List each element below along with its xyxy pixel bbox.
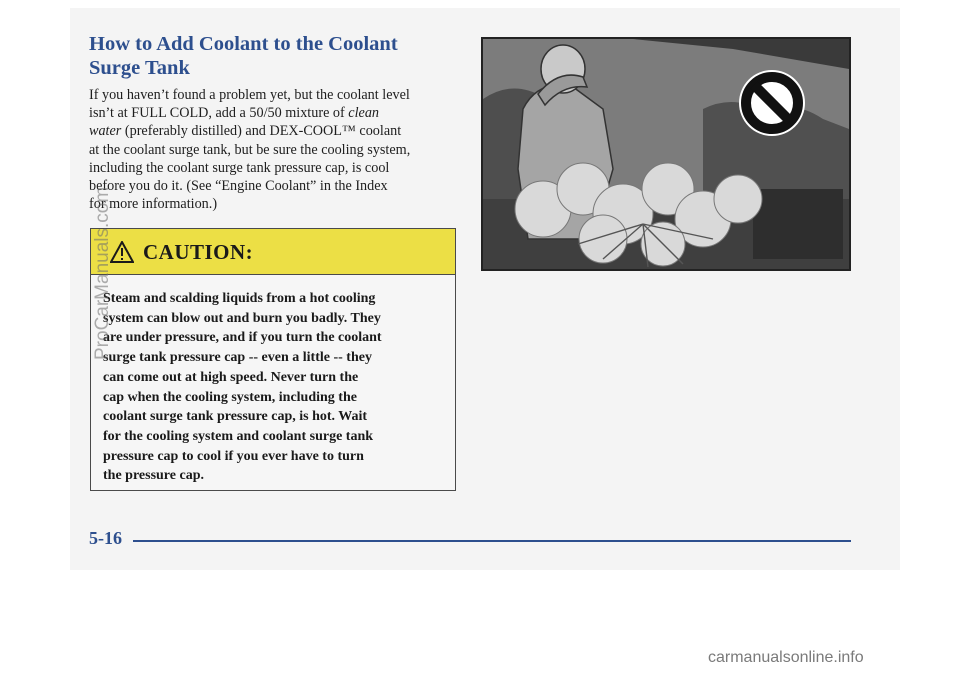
- body-paragraph: [89, 86, 461, 213]
- caution-line: Steam and scalding liquids from a hot cooling: [103, 291, 376, 306]
- bottom-watermark: carmanualsonline.info: [708, 649, 864, 666]
- caution-title: CAUTION:: [143, 240, 254, 264]
- caution-line: the pressure cap.: [103, 468, 204, 484]
- italic-word: clean: [348, 105, 380, 122]
- section-heading: [89, 32, 469, 80]
- caution-line: coolant surge tank pressure cap, is hot. Wait: [103, 409, 368, 425]
- body-line: including the coolant surge tank pressure cap, is cool: [89, 159, 390, 176]
- caution-line: system can blow out and burn you badly. They: [103, 310, 381, 326]
- section-heading-line-2: Surge Tank: [89, 57, 190, 79]
- caution-line: pressure cap to cool if you ever have to turn: [103, 448, 364, 464]
- body-line: for more information.): [89, 196, 218, 213]
- no-symbol-icon: [736, 67, 808, 139]
- caution-line: are under pressure, and if you turn the coolant: [103, 330, 382, 346]
- steam-burn-illustration: [481, 37, 851, 271]
- body-line-text: isn’t at FULL COLD, add a 50/50 mixture of: [89, 105, 349, 122]
- caution-line: surge tank pressure cap -- even a little -- they: [103, 350, 372, 366]
- body-line-text: (preferably distilled) and DEX-COOL™ coolant: [121, 123, 402, 140]
- caution-line: for the cooling system and coolant surge tank: [103, 428, 374, 444]
- body-line: [89, 104, 461, 122]
- side-watermark: ProCarManuals.com: [92, 186, 113, 360]
- caution-line: cap when the cooling system, including the: [103, 389, 357, 405]
- section-heading-line-1: How to Add Coolant to the Coolant: [89, 33, 398, 55]
- caution-line: can come out at high speed. Never turn the: [103, 369, 359, 385]
- body-line: If you haven’t found a problem yet, but the coolant level: [89, 87, 410, 103]
- caution-box: [90, 228, 456, 491]
- caution-header: [91, 229, 455, 275]
- page-number: 5-16: [89, 528, 122, 548]
- body-line: [89, 122, 461, 140]
- caution-text: [103, 289, 443, 486]
- body-line: before you do it. (See “Engine Coolant” in the Index: [89, 178, 388, 195]
- body-line: at the coolant surge tank, but be sure the cooling system,: [89, 141, 411, 158]
- italic-word: water: [89, 123, 122, 140]
- footer-rule: [133, 540, 851, 542]
